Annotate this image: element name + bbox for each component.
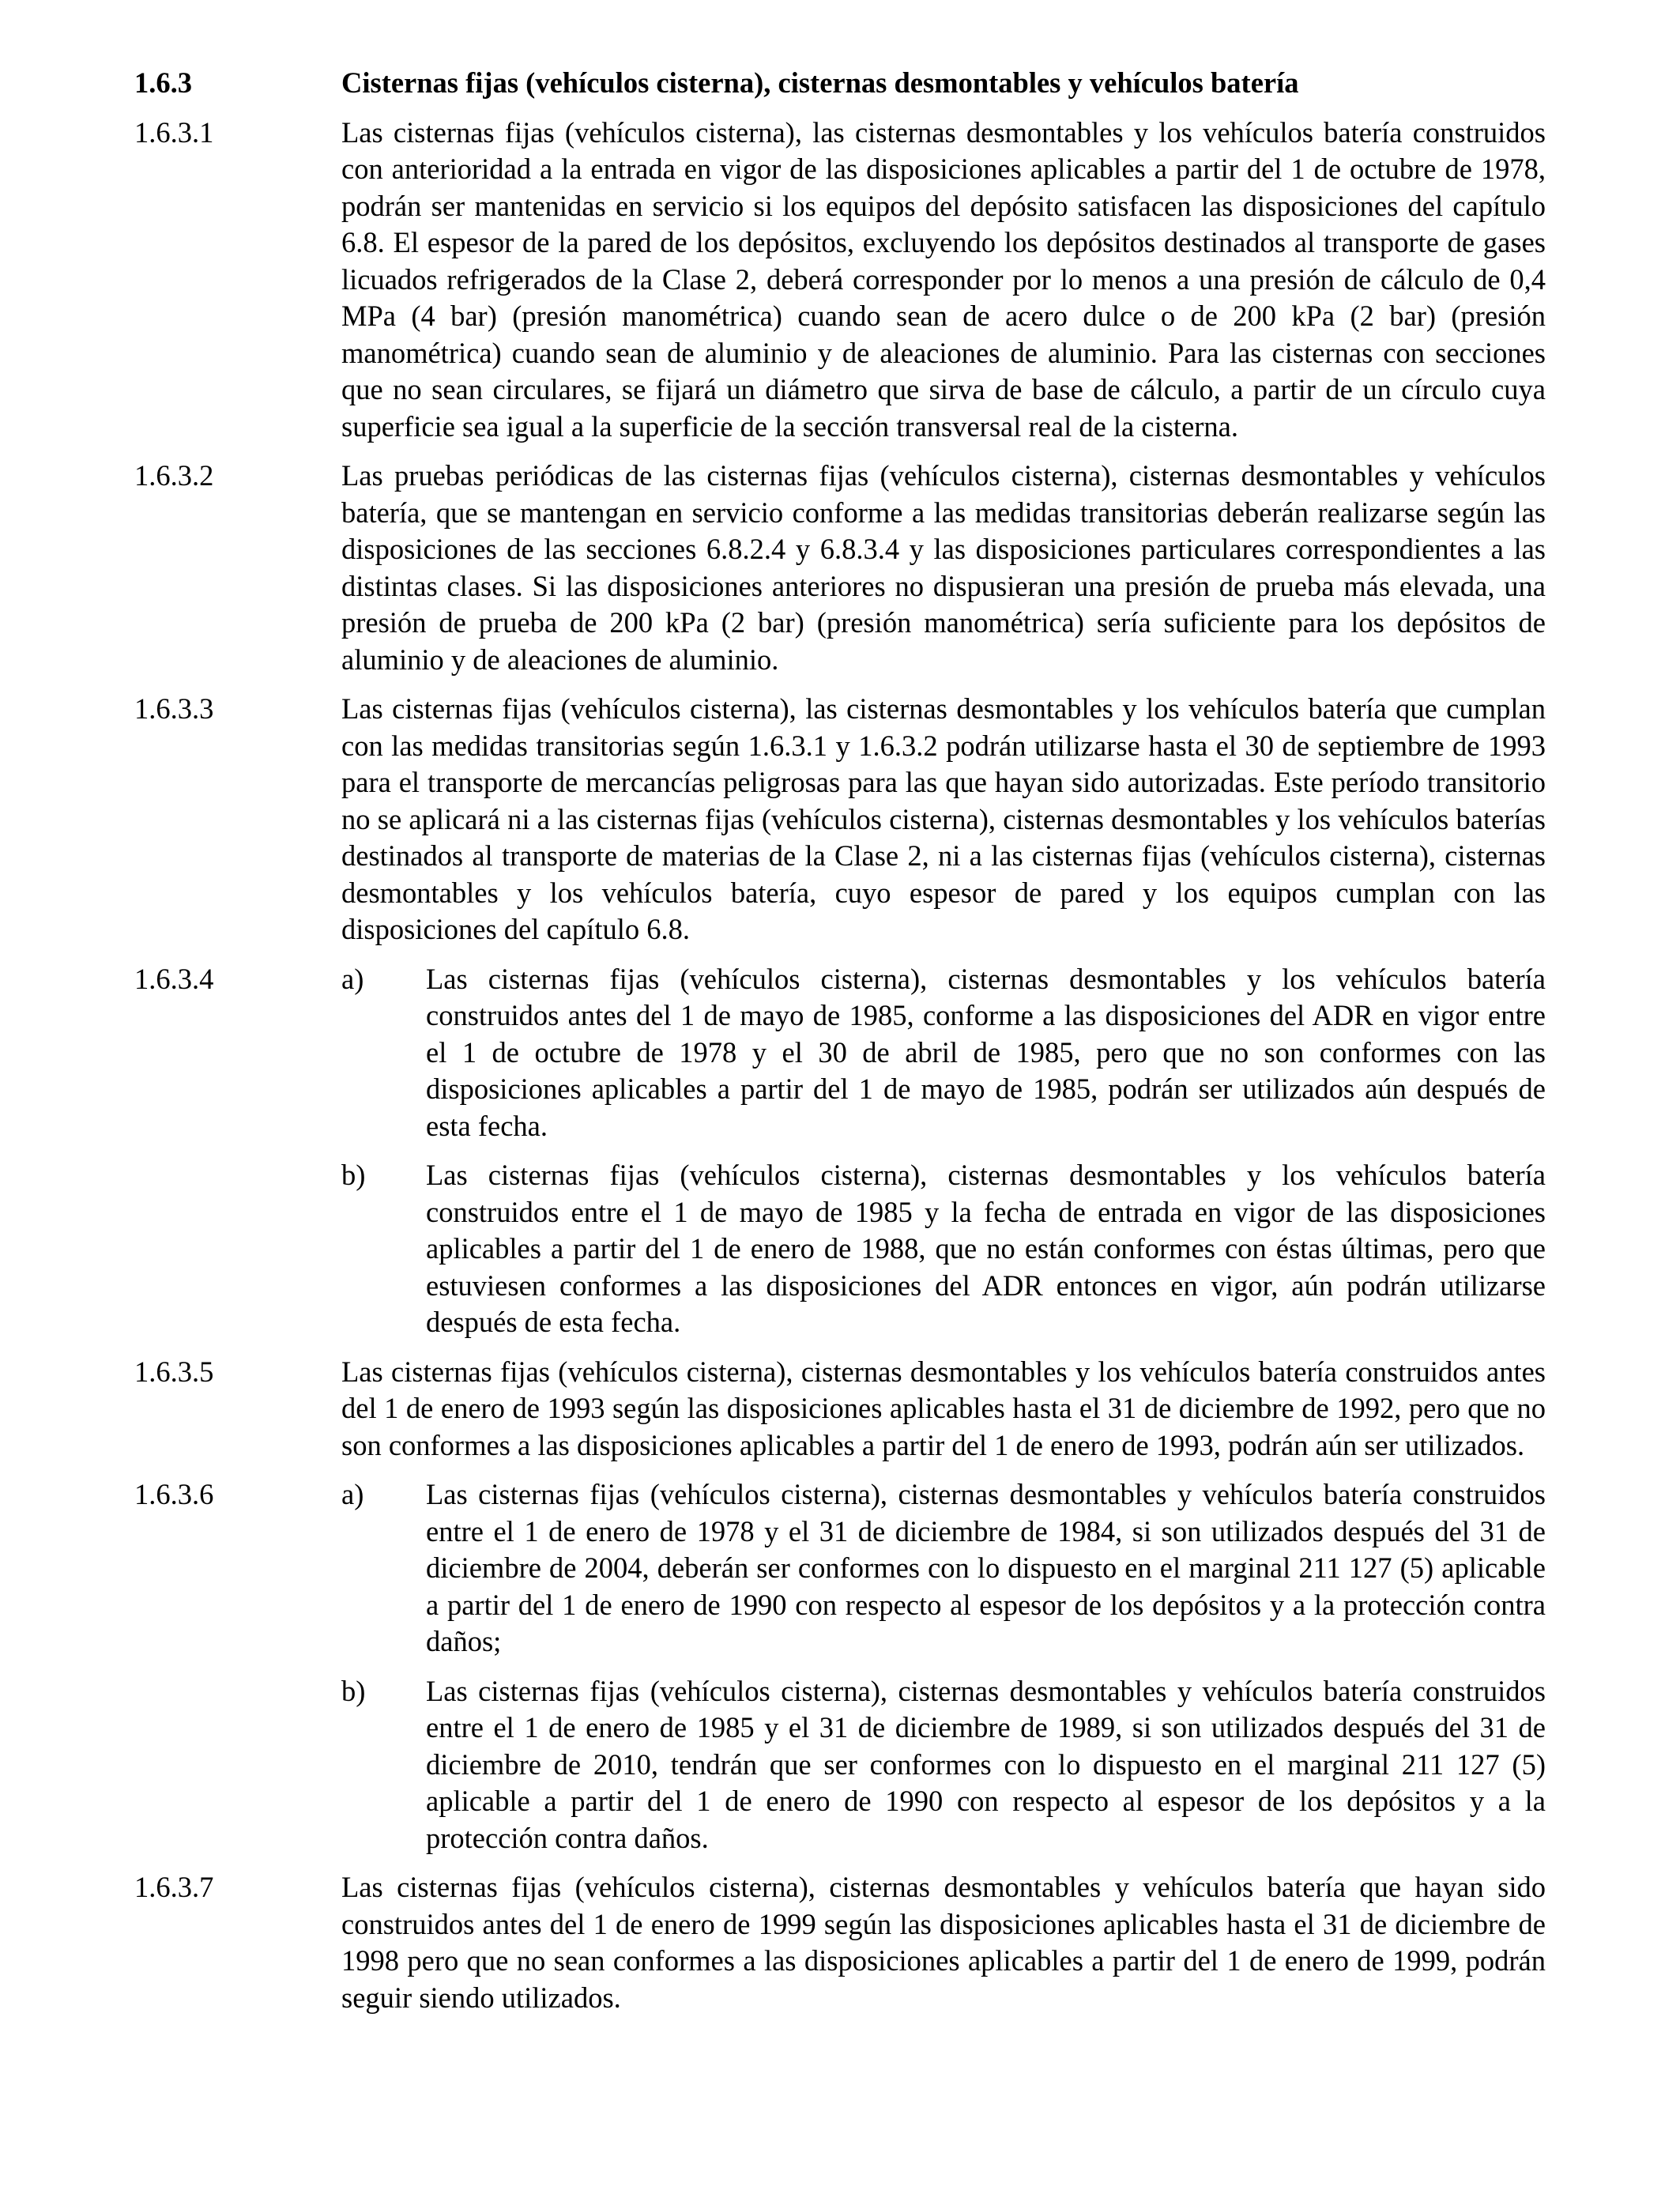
item-label: b)	[341, 1674, 366, 1707]
section-text: Las cisternas fijas (vehículos cisterna), cisternas desmontables y vehículos batería que hayan sido construidos antes del 1 de enero de 1999 según las disposiciones aplicables hasta el 31 de diciembre de 1998 pero que no sean conformes a las disposiciones aplicables a partir del 1 de enero de 1999, podrán seguir siendo utilizados.	[341, 1871, 1546, 2014]
section-number: 1.6.3.5	[134, 1355, 214, 1388]
section-number: 1.6.3.2	[134, 459, 214, 492]
list-item	[341, 1157, 1546, 1341]
item-text: Las cisternas fijas (vehículos cisterna), cisternas desmontables y vehículos batería construidos entre el 1 de enero de 1985 y el 31 de diciembre de 1989, si son utilizados después del 31 de diciembre de 2010, tendrán que ser conformes con lo dispuesto en el marginal 211 127 (5) aplicable a partir del 1 de enero de 1990 con respecto al espesor de los depósitos y a la protección contra daños.	[426, 1674, 1546, 1854]
item-label: a)	[341, 962, 364, 995]
section-1-6-3-7	[134, 1869, 1546, 2016]
list-item	[341, 961, 1546, 1145]
item-text: Las cisternas fijas (vehículos cisterna), cisternas desmontables y los vehículos batería construidos entre el 1 de mayo de 1985 y la fecha de entrada en vigor de las disposiciones aplicables a partir del 1 de enero de 1988, que no están conformes con éstas últimas, pero que estuviesen conformes a las disposiciones del ADR entonces en vigor, aún podrán utilizarse después de esta fecha.	[426, 1159, 1546, 1338]
section-text: Las pruebas periódicas de las cisternas fijas (vehículos cisterna), cisternas desmontables y vehículos batería, que se mantengan en servicio conforme a las medidas transitorias deberán realizarse según las disposiciones de las secciones 6.8.2.4 y 6.8.3.4 y las disposiciones particulares correspondientes a las distintas clases. Si las disposiciones anteriores no dispusieran una presión de prueba más elevada, una presión de prueba de 200 kPa (2 bar) (presión manométrica) sería suficiente para los depósitos de aluminio y de aleaciones de aluminio.	[341, 459, 1546, 676]
section-number: 1.6.3.1	[134, 115, 214, 149]
section-text: Las cisternas fijas (vehículos cisterna), las cisternas desmontables y los vehículos batería que cumplan con las medidas transitorias según 1.6.3.1 y 1.6.3.2 podrán utilizarse hasta el 30 de septiembre de 1993 para el transporte de mercancías peligrosas para las que hayan sido autorizadas. Este período transitorio no se aplicará ni a las cisternas fijas (vehículos cisterna), cisternas desmontables y los vehículos baterías destinados al transporte de materias de la Clase 2, ni a las cisternas fijas (vehículos cisterna), cisternas desmontables y los vehículos batería, cuyo espesor de pared y los equipos cumplan con las disposiciones del capítulo 6.8.	[341, 692, 1546, 945]
section-heading	[134, 65, 1546, 102]
section-1-6-3-4	[134, 961, 1546, 1341]
section-text: Las cisternas fijas (vehículos cisterna), las cisternas desmontables y los vehículos batería construidos con anterioridad a la entrada en vigor de las disposiciones aplicables a partir del 1 de octubre de 1978, podrán ser mantenidas en servicio si los equipos del depósito satisfacen las disposiciones del capítulo 6.8. El espesor de la pared de los depósitos, excluyendo los depósitos destinados al transporte de gases licuados refrigerados de la Clase 2, deberá corresponder por lo menos a una presión de cálculo de 0,4 MPa (4 bar) (presión manométrica) cuando sean de acero dulce o de 200 kPa (2 bar) (presión manométrica) cuando sean de aluminio y de aleaciones de aluminio. Para las cisternas con secciones que no sean circulares, se fijará un diámetro que sirva de base de cálculo, a partir de un círculo cuya superficie sea igual a la superficie de la sección transversal real de la cisterna.	[341, 115, 1546, 443]
section-number: 1.6.3.4	[134, 962, 214, 995]
section-text: Las cisternas fijas (vehículos cisterna), cisternas desmontables y los vehículos batería construidos antes del 1 de enero de 1993 según las disposiciones aplicables hasta el 31 de diciembre de 1992, pero que no son conformes a las disposiciones aplicables a partir del 1 de enero de 1993, podrán aún ser utilizados.	[341, 1355, 1546, 1461]
section-number: 1.6.3.3	[134, 692, 214, 725]
section-1-6-3-5	[134, 1354, 1546, 1465]
list-item	[341, 1476, 1546, 1661]
heading-number: 1.6.3	[134, 66, 192, 99]
item-text: Las cisternas fijas (vehículos cisterna), cisternas desmontables y vehículos batería construidos entre el 1 de enero de 1978 y el 31 de diciembre de 1984, si son utilizados después del 31 de diciembre de 2004, deberán ser conformes con lo dispuesto en el marginal 211 127 (5) aplicable a partir del 1 de enero de 1990 con respecto al espesor de los depósitos y a la protección contra daños;	[426, 1478, 1546, 1657]
section-number: 1.6.3.6	[134, 1478, 214, 1510]
section-1-6-3-1	[134, 115, 1546, 446]
section-number: 1.6.3.7	[134, 1871, 214, 1903]
item-label: a)	[341, 1478, 364, 1510]
section-1-6-3-6	[134, 1476, 1546, 1857]
section-1-6-3-2	[134, 458, 1546, 678]
section-1-6-3-3	[134, 691, 1546, 948]
list-item	[341, 1673, 1546, 1857]
item-text: Las cisternas fijas (vehículos cisterna), cisternas desmontables y los vehículos batería construidos antes del 1 de mayo de 1985, conforme a las disposiciones del ADR en vigor entre el 1 de octubre de 1978 y el 30 de abril de 1985, pero que no son conformes con las disposiciones aplicables a partir del 1 de mayo de 1985, podrán ser utilizados aún después de esta fecha.	[426, 962, 1546, 1142]
item-label: b)	[341, 1159, 366, 1191]
heading-title: Cisternas fijas (vehículos cisterna), cisternas desmontables y vehículos batería	[341, 66, 1299, 99]
